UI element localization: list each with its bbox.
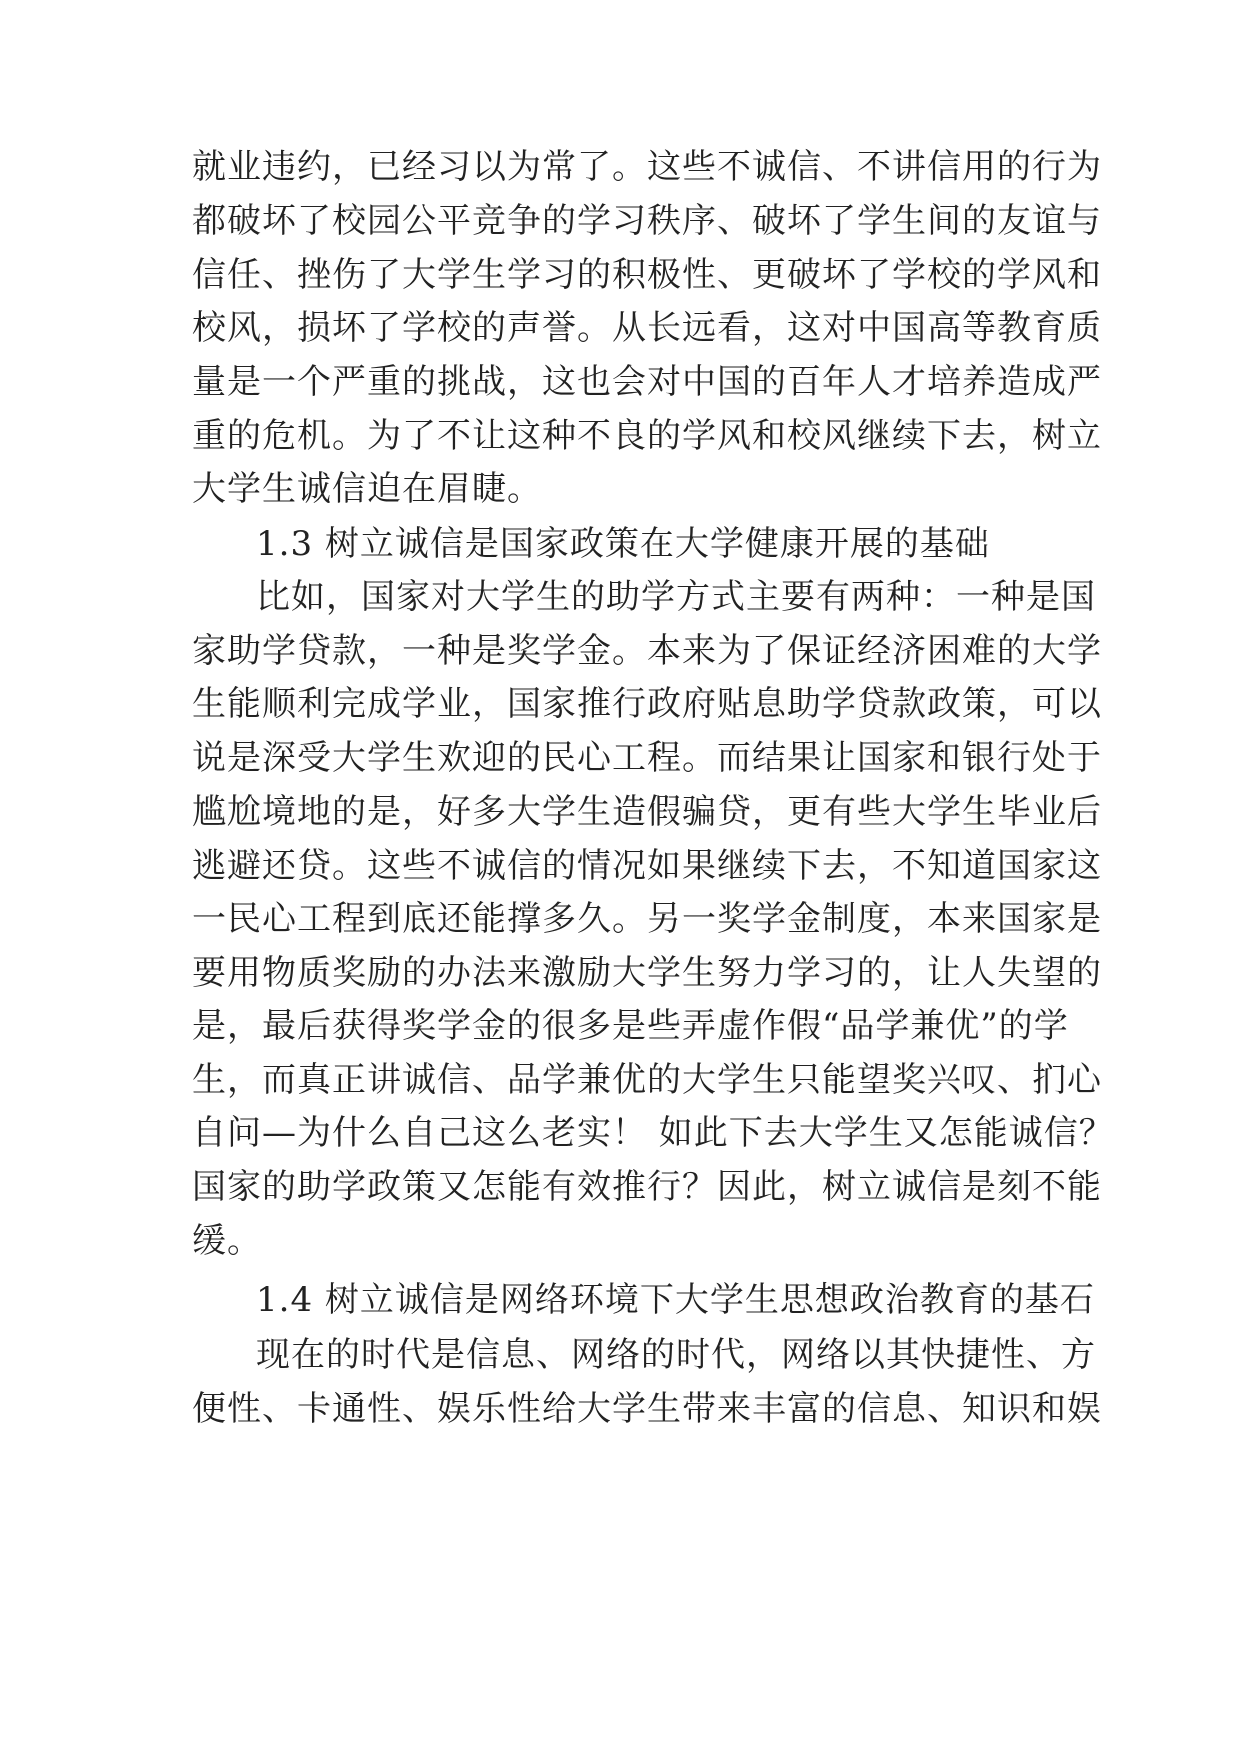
paragraph-line: 就业违约，已经习以为常了。这些不诚信、不讲信用的行为 [192, 147, 1102, 187]
section-heading: 1.4 树立诚信是网络环境下大学生思想政治教育的基石 [256, 1280, 1095, 1320]
paragraph-line: 缓。 [192, 1221, 262, 1261]
paragraph-line: 校风，损坏了学校的声誉。从长远看，这对中国高等教育质 [192, 308, 1102, 348]
section-heading: 1.3 树立诚信是国家政策在大学健康开展的基础 [256, 524, 990, 564]
paragraph-line: 便性、卡通性、娱乐性给大学生带来丰富的信息、知识和娱 [192, 1389, 1102, 1429]
paragraph-line: 重的危机。为了不让这种不良的学风和校风继续下去，树立 [192, 416, 1102, 456]
paragraph-line: 逃避还贷。这些不诚信的情况如果继续下去，不知道国家这 [192, 846, 1102, 886]
paragraph-line: 家助学贷款，一种是奖学金。本来为了保证经济困难的大学 [192, 631, 1102, 671]
paragraph-line: 信任、挫伤了大学生学习的积极性、更破坏了学校的学风和 [192, 255, 1102, 295]
paragraph-line: 大学生诚信迫在眉睫。 [192, 469, 542, 509]
paragraph-line: 量是一个严重的挑战，这也会对中国的百年人才培养造成严 [192, 362, 1102, 402]
paragraph-line: 现在的时代是信息、网络的时代，网络以其快捷性、方 [256, 1335, 1096, 1375]
paragraph-line: 生能顺利完成学业，国家推行政府贴息助学贷款政策，可以 [192, 684, 1102, 724]
paragraph-line: 要用物质奖励的办法来激励大学生努力学习的，让人失望的 [192, 953, 1102, 993]
paragraph-line: 一民心工程到底还能撑多久。另一奖学金制度，本来国家是 [192, 899, 1102, 939]
paragraph-line: 生，而真正讲诚信、品学兼优的大学生只能望奖兴叹、扪心 [192, 1060, 1102, 1100]
paragraph-line: 是，最后获得奖学金的很多是些弄虚作假“品学兼优”的学 [192, 1006, 1069, 1046]
paragraph-line: 尴尬境地的是，好多大学生造假骗贷，更有些大学生毕业后 [192, 792, 1102, 832]
paragraph-line: 都破坏了校园公平竞争的学习秩序、破坏了学生间的友谊与 [192, 201, 1102, 241]
paragraph-line: 说是深受大学生欢迎的民心工程。而结果让国家和银行处于 [192, 738, 1102, 778]
paragraph-line: 国家的助学政策又怎能有效推行？因此，树立诚信是刻不能 [192, 1167, 1102, 1207]
paragraph-line: 自问—为什么自己这么老实！ 如此下去大学生又怎能诚信？ [192, 1113, 1114, 1153]
paragraph-line: 比如，国家对大学生的助学方式主要有两种：一种是国 [256, 577, 1096, 617]
